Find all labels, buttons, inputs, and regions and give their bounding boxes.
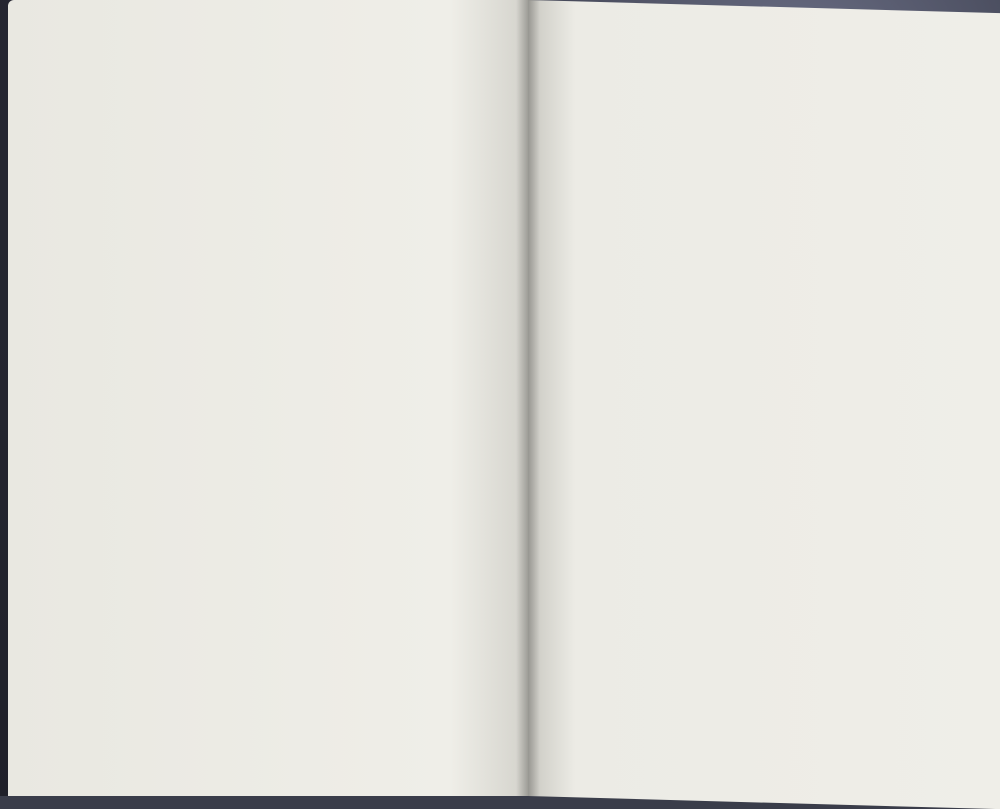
book-spine: [516, 0, 540, 796]
index-page: [8, 0, 528, 796]
contents-page: [528, 0, 1000, 809]
